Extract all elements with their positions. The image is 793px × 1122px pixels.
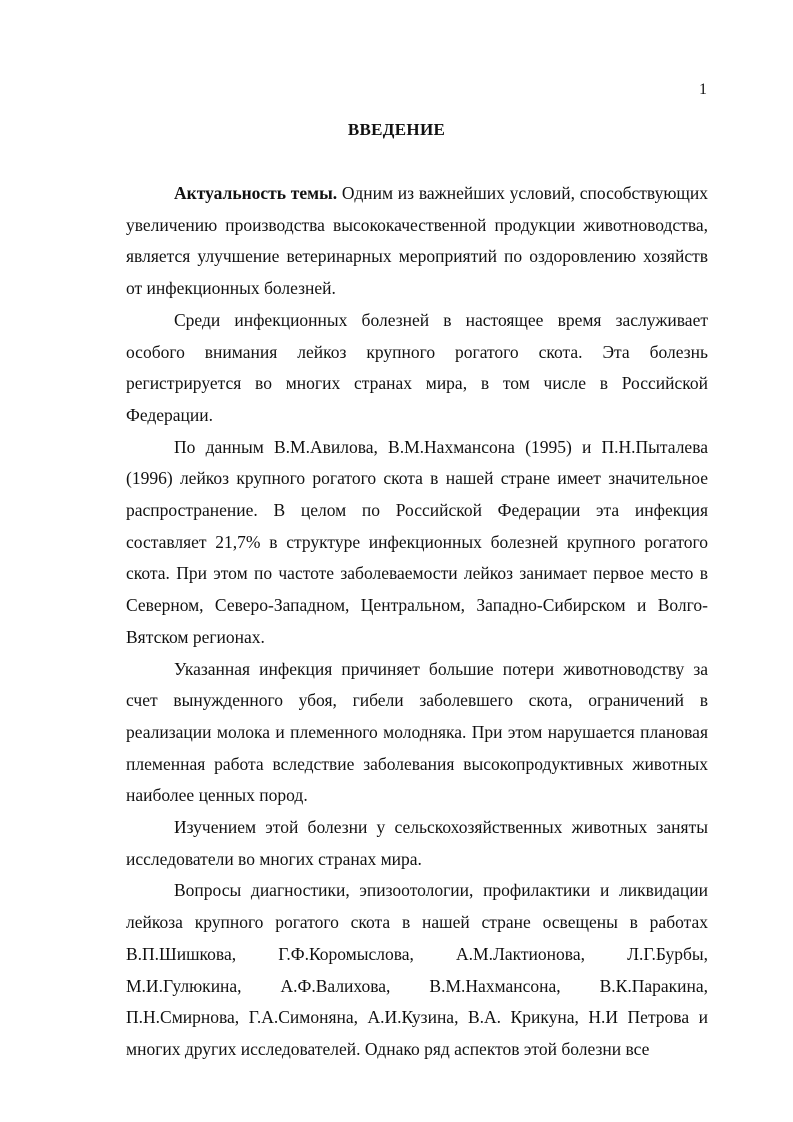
paragraph: Изучением этой болезни у сельскохозяйственных животных заняты исследователи во многих странах мира.: [126, 817, 708, 869]
paragraph-lead: Актуальность темы.: [174, 183, 338, 203]
paragraph: Среди инфекционных болезней в настоящее время заслуживает особого внимания лейкоз крупного рогатого скота. Эта болезнь регистрируется во многих странах мира, в том числе в Российской Федерации.: [126, 309, 708, 425]
paragraph: По данным В.М.Авилова, В.М.Нахмансона (1995) и П.Н.Пыталева (1996) лейкоз крупного рогатого скота в нашей стране имеет значительное распространение. В целом по Российской Федерации эта инфекция составляет 21,7% в структуре инфекционных болезней крупного рогатого скота. При этом по частоте заболеваемости лейкоз занимает первое место в Северном, Северо-Западном, Центральном, Западно-Сибирском и Волго-Вятском регионах.: [126, 436, 708, 647]
paragraph: Указанная инфекция причиняет большие потери животноводству за счет вынужденного убоя, гибели заболевшего скота, ограничений в реализации молока и племенного молодняка. При этом нарушается плановая племенная работа вследствие заболевания высокопродуктивных животных наиболее ценных пород.: [126, 658, 708, 806]
body-text: [126, 178, 708, 1066]
section-title: ВВЕДЕНИЕ: [347, 120, 446, 139]
page-number: 1: [699, 81, 707, 98]
paragraph: Вопросы диагностики, эпизоотологии, профилактики и ликвидации лейкоза крупного рогатого скота в нашей стране освещены в работах В.П.Шишкова, Г.Ф.Коромыслова, А.М.Лактионова, Л.Г.Бурбы, М.И.Гулюкина, А.Ф.Валихова, В.М.Нахмансона, В.К.Паракина, П.Н.Смирнова, Г.А.Симоняна, А.И.Кузина, В.А. Крикуна, Н.И Петрова и многих других исследователей. Однако ряд аспектов этой болезни все: [126, 880, 708, 1059]
paragraph-text: Одним из важнейших условий, способствующих увеличению производства высококачественной продукции животноводства, является улучшение ветеринарных мероприятий по оздоровлению хозяйств от инфекционных болезней.: [126, 183, 708, 299]
paragraph-relevance: [126, 178, 708, 305]
